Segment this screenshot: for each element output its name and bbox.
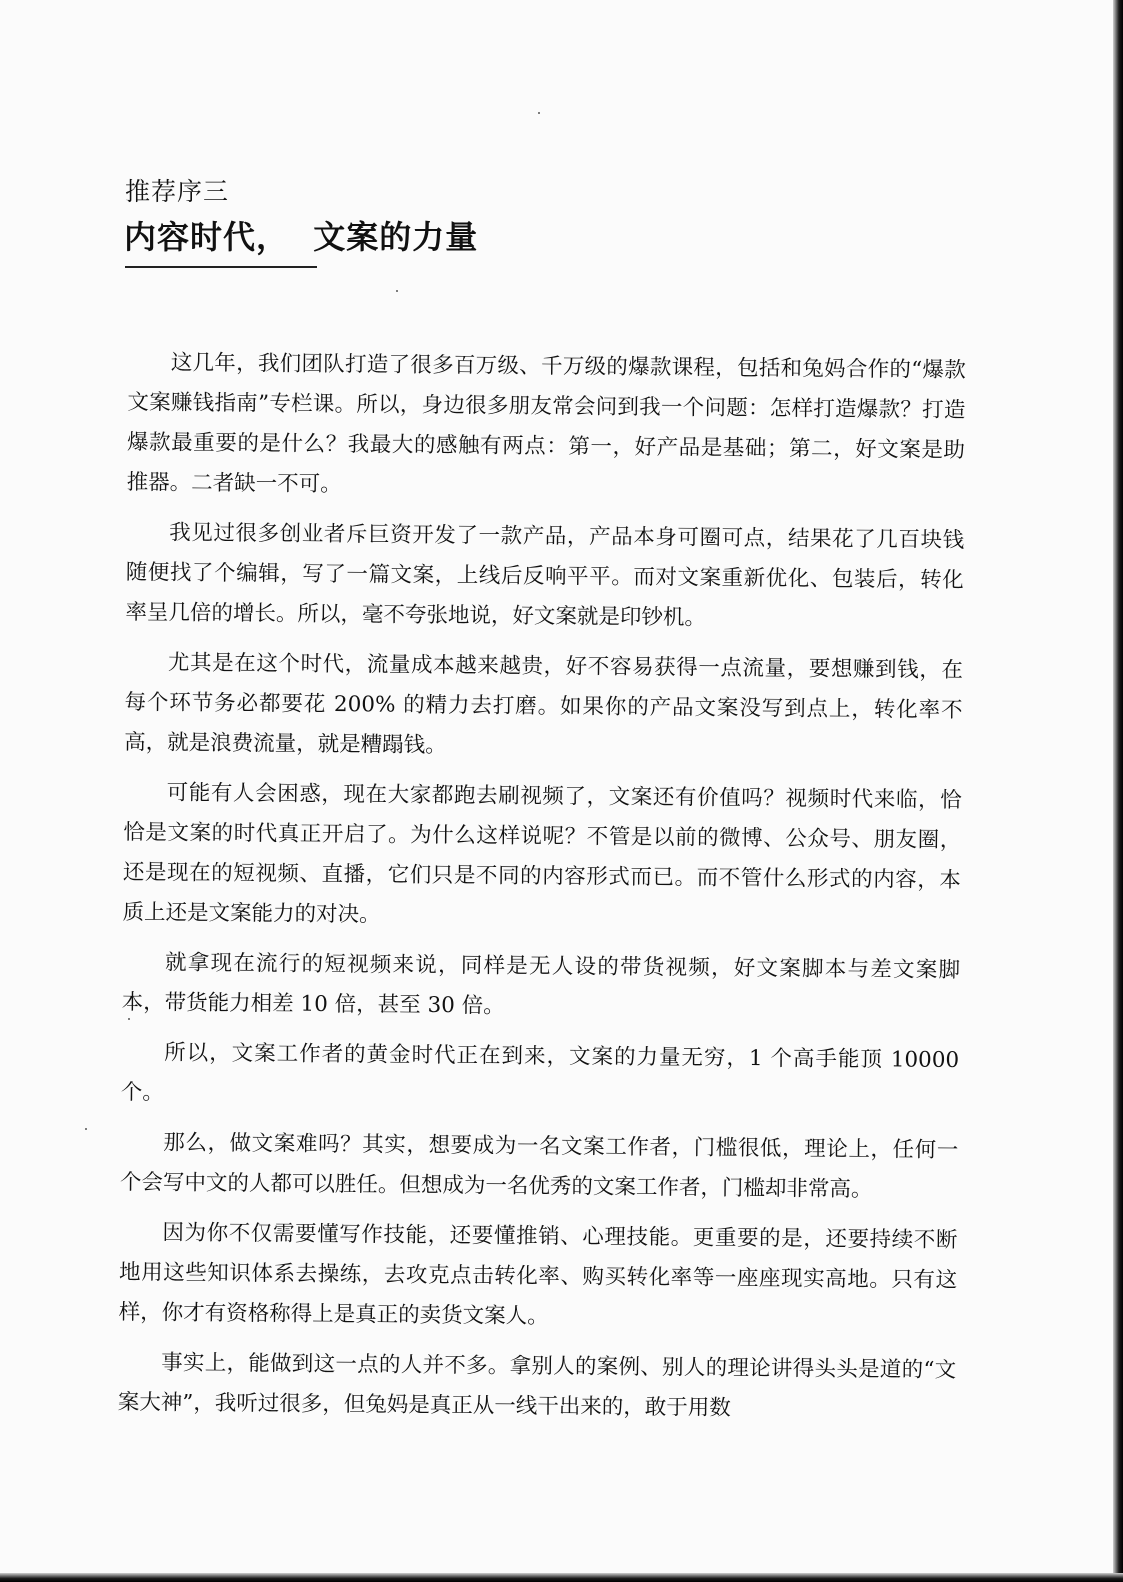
paragraph: 我见过很多创业者斥巨资开发了一款产品，产品本身可圈可点，结果花了几百块钱随便找了个编辑，写了一篇文案，上线后反响平平。而对文案重新优化、包装后，转化率呈几倍的增长。所以，毫不夸张地说，好文案就是印钞机。 <box>125 520 965 631</box>
scan-edge-right <box>1113 0 1123 1582</box>
paragraph: 事实上，能做到这一点的人并不多。拿别人的案例、别人的理论讲得头头是道的“文案大神”，我听过很多，但兔妈是真正从一线干出来的，敢于用数 <box>117 1350 957 1421</box>
preface-label: 推荐序三 <box>125 177 230 206</box>
paragraph: 尤其是在这个时代，流量成本越来越贵，好不容易获得一点流量，要想赚到钱，在每个环节务必都要花 200% 的精力去打磨。如果你的产品文案没写到点上，转化率不高，就是浪费流量，就是糟蹋钱。 <box>124 650 964 759</box>
chapter-title: 内容时代， 文案的力量 <box>124 218 479 256</box>
body-text <box>118 343 966 1441</box>
paragraph: 就拿现在流行的短视频来说，同样是无人设的带货视频，好文案脚本与差文案脚本，带货能力相差 10 倍，甚至 30 倍。 <box>121 950 961 1019</box>
paragraph: 所以，文案工作者的黄金时代正在到来，文案的力量无穷，1 个高手能顶 10000 个。 <box>120 1040 960 1106</box>
scan-speck <box>85 1128 87 1130</box>
title-underline <box>125 266 317 268</box>
paragraph: 可能有人会困惑，现在大家都跑去刷视频了，文案还有价值吗？视频时代来临，恰恰是文案的时代真正开启了。为什么这样说呢？不管是以前的微博、公众号、朋友圈，还是现在的短视频、直播，它们只是不同的内容形式而已。而不管什么形式的内容，本质上还是文案能力的对决。 <box>122 780 962 928</box>
paragraph: 因为你不仅需要懂写作技能，还要懂推销、心理技能。更重要的是，还要持续不断地用这些知识体系去操练，去攻克点击转化率、购买转化率等一座座现实高地。只有这样，你才有资格称得上是真正的卖货文案人。 <box>118 1220 958 1330</box>
scan-edge-bottom <box>0 1573 1123 1582</box>
paragraph: 那么，做文案难吗？其实，想要成为一名文案工作者，门槛很低，理论上，任何一个会写中文的人都可以胜任。但想成为一名优秀的文案工作者，门槛却非常高。 <box>119 1130 959 1203</box>
scan-speck <box>396 290 398 292</box>
scan-speck <box>538 112 540 114</box>
paragraph: 这几年，我们团队打造了很多百万级、千万级的爆款课程，包括和兔妈合作的“爆款文案赚钱指南”专栏课。所以，身边很多朋友常会问到我一个问题：怎样打造爆款？打造爆款最重要的是什么？我最大的感触有两点：第一，好产品是基础；第二，好文案是助推器。二者缺一不可。 <box>126 350 966 498</box>
